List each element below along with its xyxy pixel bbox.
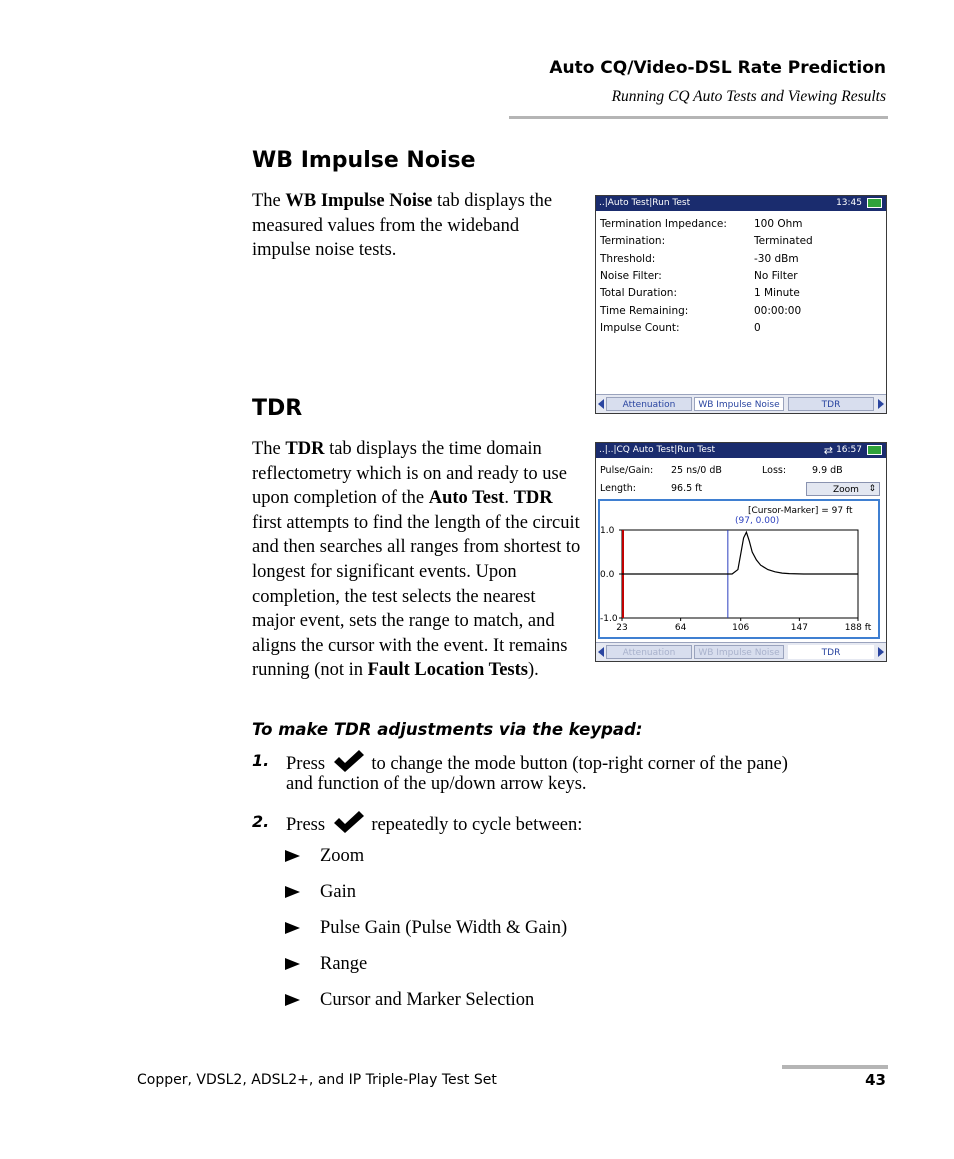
field-value: No Filter bbox=[754, 269, 798, 282]
tab-attenuation[interactable]: Attenuation bbox=[606, 645, 692, 659]
y-tick-label: 1.0 bbox=[600, 526, 615, 536]
tab-scroll-left-icon[interactable] bbox=[598, 647, 604, 657]
field-value: 00:00:00 bbox=[754, 304, 802, 317]
wb-impulse-noise-screen bbox=[595, 195, 887, 414]
field-value: -30 dBm bbox=[754, 252, 799, 265]
tab-scroll-right-icon[interactable] bbox=[878, 647, 884, 657]
field-value: Terminated bbox=[754, 235, 813, 248]
tab-wb-impulse-noise[interactable]: WB Impulse Noise bbox=[694, 397, 784, 411]
y-tick-label: -1.0 bbox=[600, 614, 618, 624]
field-row bbox=[600, 235, 813, 248]
screen-breadcrumb: ..|..|CQ Auto Test|Run Test bbox=[599, 445, 716, 455]
field-value: 100 Ohm bbox=[754, 218, 803, 230]
tab-bar bbox=[596, 642, 886, 661]
field-row bbox=[600, 252, 799, 265]
length-value: 96.5 ft bbox=[671, 483, 703, 494]
field-row bbox=[600, 218, 803, 230]
tab-attenuation[interactable]: Attenuation bbox=[606, 397, 692, 411]
loss-value: 9.9 dB bbox=[812, 465, 843, 476]
field-label: Termination Impedance: bbox=[600, 218, 727, 230]
pulse-gain-value: 25 ns/0 dB bbox=[671, 465, 722, 476]
page-number: 43 bbox=[865, 1071, 886, 1089]
tdr-screen bbox=[595, 442, 887, 662]
x-tick-label: 23 bbox=[616, 623, 628, 633]
tab-tdr[interactable]: TDR bbox=[788, 645, 874, 659]
field-value: 1 Minute bbox=[754, 287, 800, 300]
procedure-heading: To make TDR adjustments via the keypad: bbox=[252, 720, 643, 739]
checkmark-key-icon bbox=[332, 810, 365, 834]
connection-arrows-icon: ⇄ bbox=[823, 444, 833, 457]
field-label: Time Remaining: bbox=[600, 304, 689, 317]
tab-tdr[interactable]: TDR bbox=[788, 397, 874, 411]
cursor-coordinate-readout: (97, 0.00) bbox=[735, 516, 780, 526]
footer-rule bbox=[782, 1065, 888, 1069]
arrow-bullet-icon bbox=[285, 958, 300, 970]
x-tick-label: 188 ft bbox=[844, 623, 872, 633]
screen-title-bar bbox=[596, 196, 886, 211]
clock: 13:45 bbox=[836, 198, 862, 208]
field-value: 0 bbox=[754, 321, 761, 334]
arrow-bullet-icon bbox=[285, 886, 300, 898]
field-label: Noise Filter: bbox=[600, 269, 662, 282]
arrow-bullet-icon bbox=[285, 922, 300, 934]
field-label: Termination: bbox=[600, 235, 666, 248]
header-rule bbox=[509, 116, 888, 119]
clock: 16:57 bbox=[836, 445, 862, 455]
loss-label: Loss: bbox=[762, 465, 787, 476]
screen-breadcrumb: ..|Auto Test|Run Test bbox=[599, 198, 691, 208]
wb-impulse-noise-heading: WB Impulse Noise bbox=[252, 148, 476, 173]
tab-wb-impulse-noise[interactable]: WB Impulse Noise bbox=[694, 645, 784, 659]
checkmark-key-icon bbox=[332, 749, 365, 773]
tdr-paragraph: The TDR tab displays the time domain reflectometry which is on and ready to use upon completion of the Auto Test. TDR first attempts to find the length of the circuit and then searches all ranges from shortest to longest for significant events. Upon completion, the test selects the nearest major event, sets the range to match, and aligns the cursor with the event. It remains running (not in Fault Location Tests). bbox=[252, 439, 581, 681]
field-row bbox=[600, 304, 802, 317]
tab-scroll-right-icon[interactable] bbox=[878, 399, 884, 409]
field-row bbox=[600, 269, 798, 282]
battery-icon bbox=[867, 198, 882, 208]
arrow-bullet-icon bbox=[285, 994, 300, 1006]
tab-scroll-left-icon[interactable] bbox=[598, 399, 604, 409]
arrow-bullet-icon bbox=[285, 850, 300, 862]
tdr-heading: TDR bbox=[252, 396, 303, 421]
tdr-chart bbox=[596, 443, 886, 643]
step-2-number: 2. bbox=[252, 812, 270, 831]
running-header-section: Running CQ Auto Tests and Viewing Results bbox=[611, 88, 886, 105]
running-header-chapter: Auto CQ/Video-DSL Rate Prediction bbox=[549, 58, 886, 78]
tab-bar bbox=[596, 394, 886, 413]
field-label: Threshold: bbox=[600, 252, 656, 265]
wb-impulse-noise-paragraph: The WB Impulse Noise tab displays the measured values from the wideband impulse noise tests. bbox=[252, 191, 553, 261]
field-label: Total Duration: bbox=[600, 287, 678, 300]
step-1-text-continued: and function of the up/down arrow keys. bbox=[286, 774, 587, 794]
step-2-text: Press repeatedly to cycle between: bbox=[286, 810, 582, 836]
x-tick-label: 106 bbox=[732, 623, 750, 633]
field-row bbox=[600, 287, 800, 300]
field-label: Impulse Count: bbox=[600, 321, 680, 334]
x-tick-label: 64 bbox=[674, 623, 687, 633]
cursor-marker-readout: [Cursor-Marker] = 97 ft bbox=[748, 506, 853, 516]
pulse-gain-label: Pulse/Gain: bbox=[600, 465, 654, 476]
step-1-number: 1. bbox=[252, 751, 270, 770]
x-tick-label: 147 bbox=[790, 623, 808, 633]
up-down-arrow-icon: ⇕ bbox=[868, 484, 876, 494]
step-1-text: Press to change the mode button (top-right corner of the pane) bbox=[286, 749, 788, 775]
length-label: Length: bbox=[600, 483, 636, 494]
mode-button-label: Zoom bbox=[833, 485, 859, 495]
footer-product-name: Copper, VDSL2, ADSL2+, and IP Triple-Play Test Set bbox=[137, 1072, 497, 1088]
y-tick-label: 0.0 bbox=[600, 570, 615, 580]
field-row bbox=[600, 321, 761, 334]
